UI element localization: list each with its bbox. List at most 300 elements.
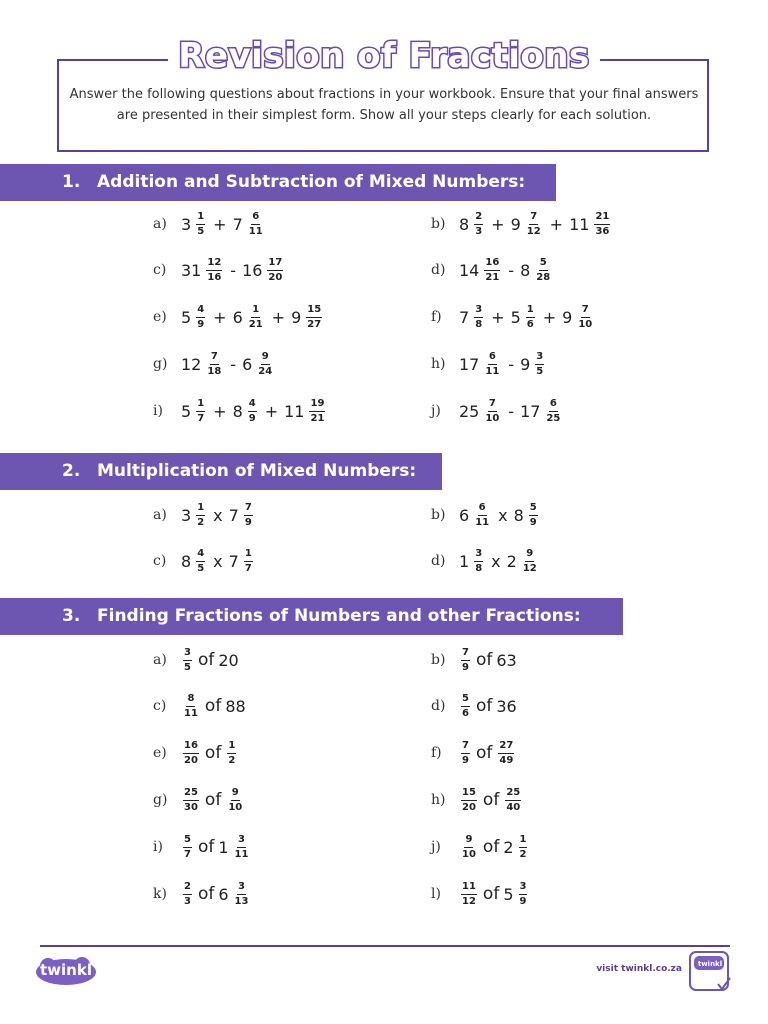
question-expression (459, 351, 546, 378)
fraction (484, 398, 500, 425)
numerator: 2 (183, 881, 192, 895)
question-item (431, 391, 563, 431)
of-word: of (475, 743, 493, 763)
denominator: 9 (197, 318, 205, 330)
fraction (196, 304, 205, 331)
page-title: Revision of Fractions (178, 36, 590, 76)
denominator: 10 (578, 318, 593, 330)
fraction (474, 548, 483, 575)
section-heading-1 (0, 164, 556, 201)
question-expression (459, 881, 529, 908)
fraction (526, 304, 535, 331)
fraction (206, 257, 222, 284)
whole-number: 9 (520, 354, 531, 374)
of-word: of (204, 696, 222, 716)
numerator: 15 (306, 304, 322, 318)
logo-text: twinkl (40, 961, 92, 979)
numerator: 4 (196, 548, 205, 562)
denominator: 10 (485, 412, 500, 424)
numerator: 3 (237, 881, 246, 895)
denominator: 9 (529, 516, 537, 528)
whole-number: 7 (232, 214, 243, 234)
question-label: a) (153, 507, 167, 523)
question-item (153, 733, 238, 773)
footer-divider (40, 945, 730, 947)
question-label: e) (153, 309, 167, 325)
numerator: 3 (519, 881, 528, 895)
fraction (183, 881, 192, 908)
section-number: 2. (62, 461, 81, 481)
question-item (431, 297, 595, 337)
denominator: 21 (310, 412, 325, 424)
question-item (431, 780, 523, 820)
numerator: 3 (474, 548, 483, 562)
fraction (196, 548, 205, 575)
question-label: k) (153, 886, 167, 902)
fraction (519, 834, 528, 861)
question-expression (181, 787, 245, 814)
numerator: 6 (549, 398, 558, 412)
numerator: 3 (535, 351, 544, 365)
fraction (526, 211, 542, 238)
question-item (153, 250, 285, 290)
question-label: g) (153, 356, 168, 372)
denominator: 21 (248, 318, 263, 330)
fraction (484, 351, 500, 378)
fraction (522, 548, 538, 575)
denominator: 6 (462, 707, 469, 719)
question-item (153, 495, 255, 535)
whole-number: 1 (459, 551, 470, 571)
fraction (244, 548, 253, 575)
question-label: j) (431, 839, 441, 855)
whole-number: 11 (284, 401, 305, 421)
section-number: 1. (62, 172, 81, 192)
whole-number: 7 (228, 505, 239, 525)
fraction (227, 740, 236, 767)
of-word: of (482, 790, 500, 810)
denominator: 25 (546, 412, 561, 424)
operator: - (230, 260, 237, 280)
question-item (431, 686, 520, 726)
operator: x (498, 505, 508, 525)
fraction (484, 257, 500, 284)
fraction (474, 304, 483, 331)
numerator: 6 (251, 211, 260, 225)
whole-number: 9 (510, 214, 521, 234)
question-item (431, 250, 553, 290)
denominator: 9 (244, 516, 252, 528)
operator: - (230, 354, 237, 374)
question-label: b) (431, 652, 446, 668)
denominator: 12 (522, 562, 537, 574)
numerator: 7 (488, 398, 497, 412)
operator: - (508, 401, 515, 421)
numerator: 7 (461, 740, 470, 754)
denominator: 5 (184, 661, 191, 673)
denominator: 5 (536, 365, 544, 377)
fraction (535, 351, 544, 378)
numerator: 1 (227, 740, 236, 754)
operator: + (213, 401, 227, 421)
numerator: 15 (461, 787, 477, 801)
fraction (196, 502, 205, 529)
denominator: 3 (475, 225, 483, 237)
numerator: 1 (196, 502, 205, 516)
operator: + (491, 307, 505, 327)
whole-number: 8 (232, 401, 243, 421)
question-label: b) (431, 507, 446, 523)
denominator: 8 (475, 318, 483, 330)
operator: + (491, 214, 505, 234)
whole-number: 88 (225, 696, 246, 716)
fraction (474, 502, 490, 529)
fraction (461, 787, 477, 814)
whole-number: 5 (503, 884, 514, 904)
question-item (153, 686, 249, 726)
numerator: 19 (309, 398, 325, 412)
fraction (196, 398, 205, 425)
fraction (519, 881, 528, 908)
numerator: 17 (267, 257, 283, 271)
denominator: 24 (258, 365, 273, 377)
question-item (153, 204, 266, 244)
operator: + (549, 214, 564, 234)
fraction (577, 304, 593, 331)
fraction (535, 257, 551, 284)
fraction (183, 647, 192, 674)
fraction (529, 502, 538, 529)
question-label: b) (431, 216, 446, 232)
fraction (183, 693, 199, 720)
fraction (244, 502, 253, 529)
numerator: 12 (206, 257, 222, 271)
numerator: 11 (461, 881, 477, 895)
question-label: c) (153, 262, 167, 278)
numerator: 9 (464, 834, 473, 848)
whole-number: 2 (506, 551, 517, 571)
question-label: e) (153, 745, 167, 761)
whole-number: 31 (181, 260, 202, 280)
fraction (183, 740, 199, 767)
question-item (431, 733, 516, 773)
of-word: of (475, 696, 493, 716)
numerator: 1 (251, 304, 260, 318)
whole-number: 5 (181, 307, 192, 327)
numerator: 7 (210, 351, 219, 365)
denominator: 30 (184, 801, 198, 813)
operator: x (491, 551, 501, 571)
denominator: 11 (485, 365, 500, 377)
denominator: 10 (228, 801, 243, 813)
numerator: 3 (474, 304, 483, 318)
question-expression (181, 351, 275, 378)
question-expression (181, 304, 324, 331)
whole-number: 8 (513, 505, 524, 525)
fraction (267, 257, 283, 284)
operator: - (508, 260, 515, 280)
whole-number: 8 (459, 214, 470, 234)
question-item (153, 344, 275, 384)
question-label: a) (153, 216, 167, 232)
operator: + (213, 214, 227, 234)
denominator: 16 (207, 271, 222, 283)
denominator: 27 (307, 318, 322, 330)
numerator: 4 (248, 398, 257, 412)
denominator: 49 (499, 754, 514, 766)
fraction (461, 834, 477, 861)
section-heading-3 (0, 598, 623, 635)
of-word: of (482, 837, 500, 857)
denominator: 20 (268, 271, 283, 283)
question-item (153, 297, 324, 337)
whole-number: 16 (242, 260, 263, 280)
denominator: 9 (248, 412, 256, 424)
numerator: 9 (231, 787, 240, 801)
fraction (183, 834, 192, 861)
question-label: c) (153, 698, 167, 714)
numerator: 3 (237, 834, 246, 848)
numerator: 7 (244, 502, 253, 516)
question-expression (459, 834, 529, 861)
whole-number: 6 (242, 354, 253, 374)
question-label: h) (431, 792, 446, 808)
numerator: 6 (488, 351, 497, 365)
denominator: 7 (244, 562, 252, 574)
denominator: 2 (197, 516, 205, 528)
whole-number: 5 (181, 401, 192, 421)
of-word: of (475, 650, 493, 670)
quality-badge-icon (688, 950, 732, 994)
question-expression (459, 693, 520, 720)
whole-number: 6 (232, 307, 243, 327)
operator: + (264, 401, 279, 421)
question-item (153, 874, 251, 914)
denominator: 11 (248, 225, 263, 237)
numerator: 4 (196, 304, 205, 318)
question-expression (181, 881, 251, 908)
question-expression (459, 502, 540, 529)
question-item (431, 204, 612, 244)
question-item (431, 640, 520, 680)
question-label: f) (431, 309, 442, 325)
numerator: 7 (581, 304, 590, 318)
question-item (153, 640, 242, 680)
of-word: of (197, 884, 215, 904)
question-item (431, 495, 540, 535)
footer-url[interactable]: visit twinkl.co.za (596, 964, 682, 974)
whole-number: 6 (459, 505, 470, 525)
of-word: of (197, 837, 215, 857)
denominator: 20 (462, 801, 476, 813)
whole-number: 11 (569, 214, 590, 234)
denominator: 3 (184, 895, 191, 907)
numerator: 6 (478, 502, 487, 516)
fraction (234, 834, 250, 861)
question-item (153, 827, 251, 867)
fraction (196, 211, 205, 238)
whole-number: 2 (503, 837, 514, 857)
question-item (431, 827, 529, 867)
of-word: of (204, 743, 222, 763)
denominator: 13 (234, 895, 249, 907)
question-label: c) (153, 553, 167, 569)
whole-number: 9 (562, 307, 573, 327)
numerator: 1 (519, 834, 528, 848)
badge-text: twinkl (697, 960, 723, 968)
section-heading-2 (0, 453, 442, 490)
question-expression (181, 257, 285, 284)
whole-number: 36 (496, 696, 517, 716)
fraction (461, 647, 470, 674)
numerator: 1 (526, 304, 535, 318)
question-item (431, 344, 546, 384)
question-expression (181, 647, 242, 674)
denominator: 2 (519, 848, 527, 860)
whole-number: 5 (510, 307, 521, 327)
section-title: Addition and Subtraction of Mixed Numbers: (97, 172, 526, 192)
fraction (206, 351, 222, 378)
numerator: 1 (196, 211, 205, 225)
denominator: 20 (184, 754, 198, 766)
fraction (461, 693, 470, 720)
whole-number: 25 (459, 401, 480, 421)
denominator: 11 (475, 516, 490, 528)
whole-number: 7 (228, 551, 239, 571)
fraction (594, 211, 610, 238)
whole-number: 12 (181, 354, 202, 374)
numerator: 7 (529, 211, 538, 225)
section-title: Multiplication of Mixed Numbers: (97, 461, 417, 481)
whole-number: 3 (181, 214, 192, 234)
question-expression (181, 211, 266, 238)
operator: x (213, 551, 223, 571)
denominator: 12 (526, 225, 541, 237)
question-expression (459, 398, 563, 425)
denominator: 28 (536, 271, 551, 283)
fraction (234, 881, 250, 908)
numerator: 16 (484, 257, 500, 271)
numerator: 3 (183, 647, 192, 661)
fraction (306, 304, 322, 331)
of-word: of (197, 650, 215, 670)
numerator: 21 (594, 211, 610, 225)
question-expression (459, 740, 516, 767)
numerator: 7 (461, 647, 470, 661)
question-item (153, 391, 327, 431)
operator: + (271, 307, 286, 327)
numerator: 2 (474, 211, 483, 225)
denominator: 2 (228, 754, 236, 766)
denominator: 8 (475, 562, 483, 574)
whole-number: 17 (459, 354, 480, 374)
question-label: i) (153, 403, 163, 419)
question-item (431, 874, 529, 914)
question-expression (181, 398, 327, 425)
numerator: 16 (183, 740, 199, 754)
intro-text: Answer the following questions about fractions in your workbook. Ensure that your final answers are presented in their simplest form. Show all your steps clearly for each solution. (69, 87, 699, 123)
question-expression (181, 834, 251, 861)
denominator: 7 (197, 412, 205, 424)
numerator: 5 (539, 257, 548, 271)
denominator: 10 (462, 848, 476, 860)
numerator: 8 (186, 693, 195, 707)
denominator: 9 (462, 661, 469, 673)
whole-number: 20 (218, 650, 239, 670)
question-expression (181, 502, 255, 529)
operator: - (508, 354, 515, 374)
question-label: h) (431, 356, 446, 372)
whole-number: 14 (459, 260, 480, 280)
section-title: Finding Fractions of Numbers and other Fractions: (97, 606, 581, 626)
question-label: l) (431, 886, 441, 902)
question-expression (181, 740, 238, 767)
whole-number: 63 (496, 650, 517, 670)
numerator: 27 (498, 740, 514, 754)
denominator: 5 (197, 562, 205, 574)
numerator: 25 (505, 787, 521, 801)
numerator: 5 (461, 693, 470, 707)
fraction (248, 304, 264, 331)
denominator: 21 (485, 271, 500, 283)
question-expression (459, 211, 612, 238)
denominator: 11 (184, 707, 198, 719)
numerator: 5 (183, 834, 192, 848)
whole-number: 7 (459, 307, 470, 327)
of-word: of (204, 790, 222, 810)
question-expression (459, 787, 523, 814)
question-label: d) (431, 262, 446, 278)
whole-number: 8 (181, 551, 192, 571)
fraction (248, 398, 257, 425)
fraction (257, 351, 273, 378)
question-expression (181, 693, 249, 720)
denominator: 9 (519, 895, 527, 907)
fraction (498, 740, 514, 767)
whole-number: 6 (218, 884, 229, 904)
question-item (153, 780, 245, 820)
numerator: 1 (196, 398, 205, 412)
fraction (545, 398, 561, 425)
fraction (474, 211, 483, 238)
question-label: i) (153, 839, 163, 855)
denominator: 7 (184, 848, 191, 860)
operator: + (213, 307, 227, 327)
whole-number: 17 (520, 401, 541, 421)
numerator: 5 (529, 502, 538, 516)
question-label: g) (153, 792, 168, 808)
fraction (461, 881, 477, 908)
operator: + (542, 307, 557, 327)
question-item (153, 541, 255, 581)
numerator: 1 (244, 548, 253, 562)
denominator: 12 (462, 895, 476, 907)
question-label: a) (153, 652, 167, 668)
question-label: d) (431, 698, 446, 714)
question-label: j) (431, 403, 441, 419)
denominator: 11 (234, 848, 249, 860)
fraction (461, 740, 470, 767)
question-expression (459, 304, 595, 331)
fraction (505, 787, 521, 814)
fraction (183, 787, 199, 814)
denominator: 5 (197, 225, 205, 237)
denominator: 9 (462, 754, 469, 766)
denominator: 6 (526, 318, 534, 330)
question-expression (459, 647, 520, 674)
denominator: 18 (207, 365, 222, 377)
question-label: d) (431, 553, 446, 569)
